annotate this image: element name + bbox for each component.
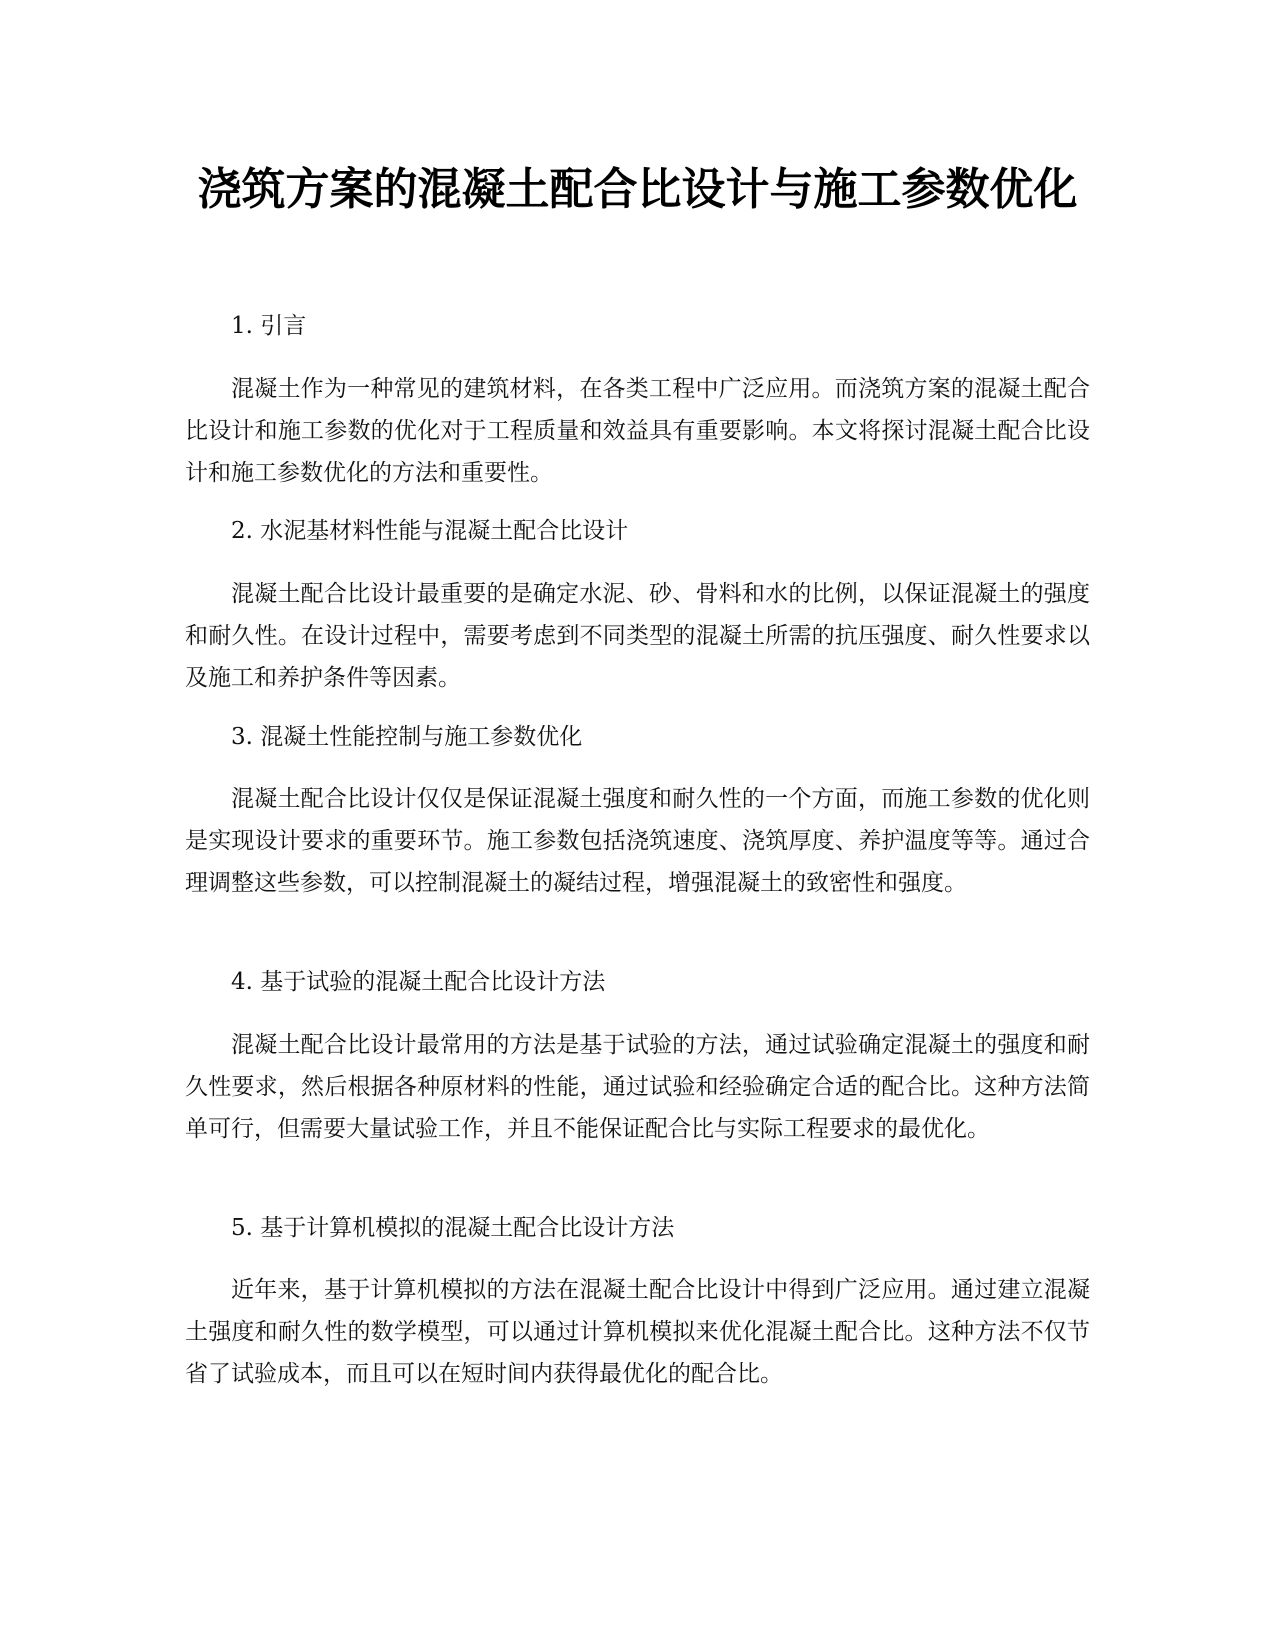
- section-paragraph-5: 近年来，基于计算机模拟的方法在混凝土配合比设计中得到广泛应用。通过建立混凝土强度和耐久性的数学模型，可以通过计算机模拟来优化混凝土配合比。这种方法不仅节省了试验成本，而且可以在短时间内获得最优化的配合比。: [185, 1277, 1090, 1387]
- section-paragraph-4: 混凝土配合比设计最常用的方法是基于试验的方法，通过试验确定混凝土的强度和耐久性要求，然后根据各种原材料的性能，通过试验和经验确定合适的配合比。这种方法简单可行，但需要大量试验工作，并且不能保证配合比与实际工程要求的最优化。: [185, 1032, 1090, 1142]
- section-paragraph-2: 混凝土配合比设计最重要的是确定水泥、砂、骨料和水的比例，以保证混凝土的强度和耐久性。在设计过程中，需要考虑到不同类型的混凝土所需的抗压强度、耐久性要求以及施工和养护条件等因素。: [185, 581, 1090, 691]
- section-heading-2: 2. 水泥基材料性能与混凝土配合比设计: [231, 518, 629, 544]
- section-paragraph-3: 混凝土配合比设计仅仅是保证混凝土强度和耐久性的一个方面，而施工参数的优化则是实现设计要求的重要环节。施工参数包括浇筑速度、浇筑厚度、养护温度等等。通过合理调整这些参数，可以控制混凝土的凝结过程，增强混凝土的致密性和强度。: [185, 786, 1090, 896]
- section-paragraph-1: 混凝土作为一种常见的建筑材料，在各类工程中广泛应用。而浇筑方案的混凝土配合比设计和施工参数的优化对于工程质量和效益具有重要影响。本文将探讨混凝土配合比设计和施工参数优化的方法和重要性。: [185, 376, 1090, 486]
- section-heading-4: 4. 基于试验的混凝土配合比设计方法: [231, 969, 606, 995]
- section-heading-3: 3. 混凝土性能控制与施工参数优化: [231, 724, 583, 750]
- section-heading-5: 5. 基于计算机模拟的混凝土配合比设计方法: [231, 1215, 675, 1241]
- section-heading-1: 1. 引言: [231, 313, 307, 339]
- document-title: 浇筑方案的混凝土配合比设计与施工参数优化: [197, 164, 1078, 215]
